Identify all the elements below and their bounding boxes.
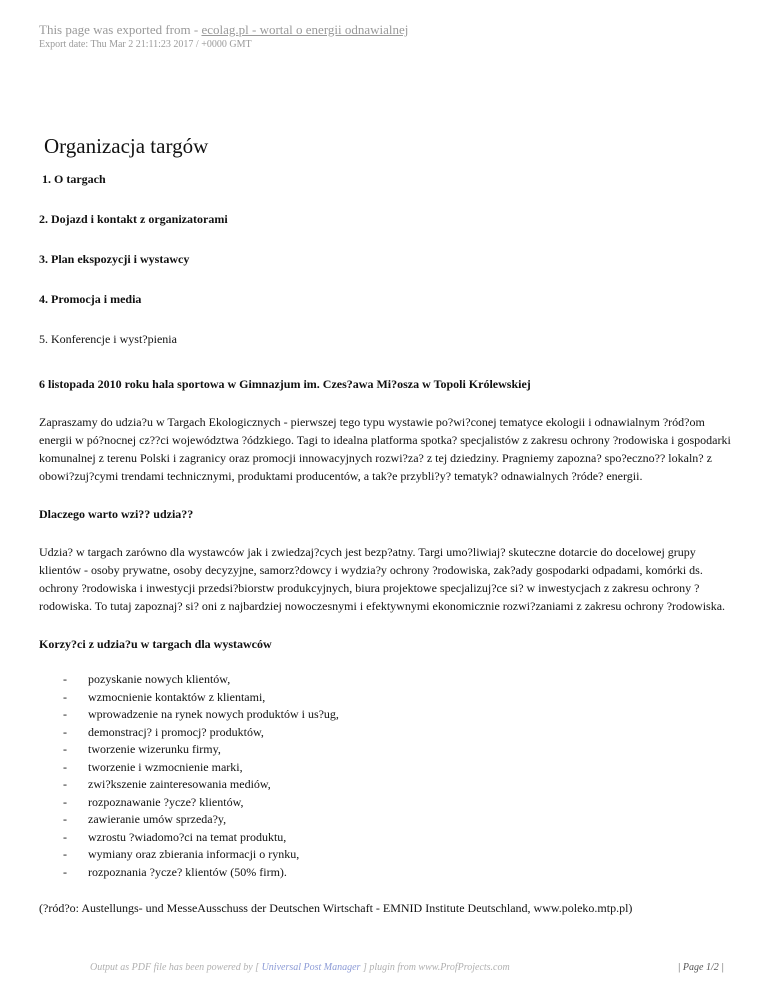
- article-content: [39, 375, 739, 917]
- page-title: Organizacja targów: [44, 134, 209, 158]
- why-heading: Dlaczego warto wzi?? udzia??: [39, 507, 194, 521]
- footer-suffix: ] plugin from www.ProfProjects.com: [360, 962, 510, 973]
- list-item: - wzrostu ?wiadomo?ci na temat produktu,: [63, 829, 287, 844]
- toc-item-plan-ekspozycji[interactable]: 3. Plan ekspozycji i wystawcy: [39, 252, 190, 266]
- source-note: (?ród?o: Austellungs- und MesseAusschuss der Deutschen Wirtschaft - EMNID Institute Deutschland, www.poleko.mtp.pl): [39, 901, 633, 915]
- list-item: - wprowadzenie na rynek nowych produktów i us?ug,: [63, 707, 339, 721]
- list-item: - rozpoznania ?ycze? klientów (50% firm).: [63, 864, 287, 879]
- pdf-powered-note: [90, 962, 510, 973]
- export-header: [39, 22, 408, 51]
- list-item: - wzmocnienie kontaktów z klientami,: [63, 689, 266, 704]
- list-item: - zwi?kszenie zainteresowania mediów,: [63, 777, 271, 791]
- list-item: - wymiany oraz zbierania informacji o rynku,: [63, 847, 300, 861]
- benefits-heading: Korzy?ci z udzia?u w targach dla wystawców: [39, 637, 272, 651]
- plugin-link[interactable]: Universal Post Manager: [261, 962, 361, 973]
- export-notice: [39, 22, 408, 37]
- list-item: - zawieranie umów sprzeda?y,: [63, 812, 227, 826]
- page-footer: [0, 962, 768, 978]
- page-number: | Page 1/2 |: [677, 962, 724, 973]
- table-of-contents: [39, 172, 228, 347]
- list-item: - rozpoznawanie ?ycze? klientów,: [63, 794, 244, 809]
- list-item: - tworzenie wizerunku firmy,: [63, 742, 221, 756]
- benefits-list: [39, 671, 739, 881]
- toc-item-dojazd[interactable]: 2. Dojazd i kontakt z organizatorami: [39, 212, 228, 226]
- event-heading: 6 listopada 2010 roku hala sportowa w Gimnazjum im. Czes?awa Mi?osza w Topoli Królewskiej: [39, 377, 531, 391]
- site-link[interactable]: ecolag.pl - wortal o energii odnawialnej: [201, 22, 409, 37]
- toc-item-promocja[interactable]: 4. Promocja i media: [39, 292, 142, 306]
- list-item: - pozyskanie nowych klientów,: [63, 672, 231, 686]
- export-prefix: This page was exported from -: [39, 22, 202, 37]
- toc-item-konferencje[interactable]: 5. Konferencje i wyst?pienia: [39, 332, 177, 346]
- footer-prefix: Output as PDF file has been powered by [: [90, 962, 262, 973]
- list-item: - demonstracj? i promocj? produktów,: [63, 724, 264, 739]
- toc-item-o-targach[interactable]: 1. O targach: [42, 172, 106, 186]
- why-paragraph: Udzia? w targach zarówno dla wystawców jak i zwiedzaj?cych jest bezp?atny. Targi umo?liwiaj? skuteczne dotarcie do docelowej grupy klientów - osoby prywatne, osoby decyzyjne, samorz?dowcy i wydzia?y ochrony ?rodowiska, zak?ady gospodarki odpadami, komórki ds. ochrony ?rodowiska i inwestycji przedsi?biorstw produkcyjnych, biura projektowe specjalizuj?ce si? w inwestycjach z zakresu ochrony ?rodowiska. To tutaj zapoznaj? si? oni z najbardziej nowoczesnymi i efektywnymi ekonomicznie rozwi?zaniami z zakresu ochrony ?rodowiska.: [39, 545, 726, 613]
- intro-paragraph: Zapraszamy do udzia?u w Targach Ekologicznych - pierwszej tego typu wystawie po?wi?conej tematyce ekologii i odnawialnym ?ród?om energii w pó?nocnej cz??ci województwa ?ódzkiego. Tagi to idealna platforma spotka? specjalistów z zakresu ochrony ?rodowiska i gospodarki komunalnej z terenu Polski i zagranicy oraz promocji innowacyjnych rozwi?za? z tej dziedziny. Pragniemy zapozna? spo?eczno?? lokaln? z obowi?zuj?cymi trendami technicznymi, produktami producentów, a tak?e przybli?y? tematyk? odnawialnych ?róde? energii.: [39, 415, 731, 483]
- export-date: Export date: Thu Mar 2 21:11:23 2017 / +0000 GMT: [39, 39, 252, 50]
- list-item: - tworzenie i wzmocnienie marki,: [63, 759, 243, 774]
